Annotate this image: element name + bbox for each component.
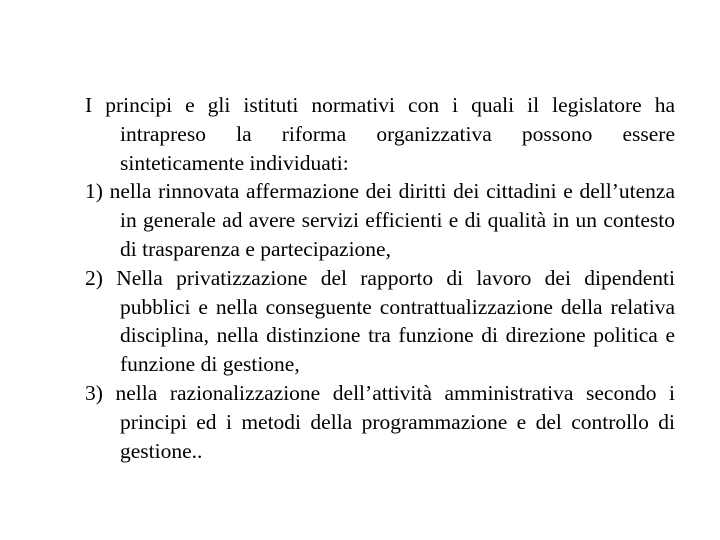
intro-paragraph: I principi e gli istituti normativi con i quali il legislatore ha intrapreso la riforma organizzativa possono essere sinteticamente individuati:	[85, 93, 675, 175]
list-item-1: 1) nella rinnovata affermazione dei diritti dei cittadini e dell’utenza in generale ad avere servizi efficienti e di qualità in un contesto di trasparenza e partecipazione,	[85, 179, 675, 261]
text-block	[85, 91, 675, 465]
list-item-3: 3) nella razionalizzazione dell’attività amministrativa secondo i principi ed i metodi della programmazione e del controllo di gestione..	[85, 380, 675, 463]
list-item-2: 2) Nella privatizzazione del rapporto di lavoro dei dipendenti pubblici e nella conseguente contrattualizzazione della relativa disciplina, nella distinzione tra funzione di direzione politica e funzione di gestione,	[85, 265, 675, 377]
